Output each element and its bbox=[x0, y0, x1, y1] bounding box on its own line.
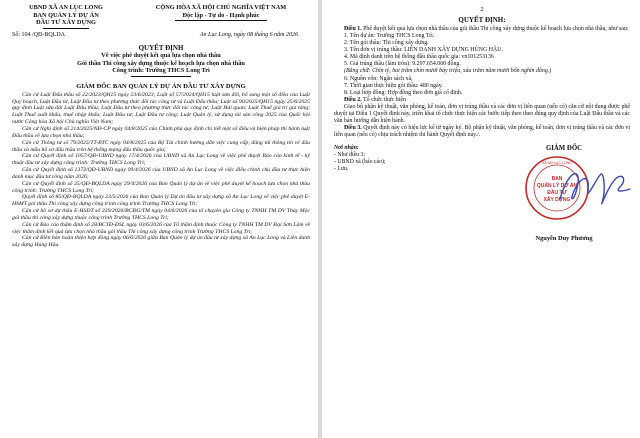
article-1-item: 5. Giá trúng thầu (làm tròn): 9.297.654.000 đồng. bbox=[344, 61, 461, 68]
recipients-title: Nơi nhận: bbox=[334, 144, 359, 151]
org-line-3: ĐẦU TƯ XÂY DỰNG bbox=[36, 19, 96, 27]
page-2 bbox=[322, 0, 640, 438]
svg-text:BAN: BAN bbox=[551, 175, 563, 182]
nation-line-1: CỘNG HÒA XÃ HỘI CHỦ NGHĨA VIỆT NAM bbox=[155, 4, 287, 11]
legal-basis-paragraph: Căn cứ Quyết định số 1373/QĐ-UBND ngày 09/4/2026 của UBND xã An Lục Long về việc điều chỉnh chủ đầu tư thực hiện danh mục đầu tư công năm 2026; bbox=[12, 167, 310, 180]
national-motto bbox=[132, 4, 310, 29]
signer-name: Nguyễn Duy Phương bbox=[535, 234, 593, 242]
signer bbox=[494, 144, 634, 242]
legal-basis-paragraph: Căn cứ Quyết định số 25/QĐ-BQLDA ngày 29/4/2026 của Ban Quản lý dự án về việc phê duyệt kế hoạch lựa chọn nhà thầu công trình: Trường THCS Long Trì; bbox=[12, 180, 310, 194]
issuer-heading: GIÁM ĐỐC BAN QUẢN LÝ DỰ ÁN ĐẦU TƯ XÂY DỰNG bbox=[76, 82, 246, 90]
recipient-item: - UBND xã (báo cáo); bbox=[334, 158, 386, 165]
subtitle-2: Gói thầu Thi công xây dựng thuộc kế hoạch lựa chọn nhà thầu bbox=[77, 59, 245, 67]
article-2-text: Tổ chức thực hiện bbox=[361, 96, 406, 103]
legal-basis-paragraph: Căn cứ Quyết định số 1057/QĐ-UBND ngày 17/4/2026 của UBND xã An Lục Long về việc phê duyệt Báo cáo kinh tế - kỹ thuật đầu tư xây dựng công trình: Trường THCS Long Trì; bbox=[12, 153, 310, 167]
legal-basis-paragraph: Căn cứ Biên bản hoàn thiện hợp đồng ngày 06/6/2026 giữa Ban Quản lý dự án đầu tư xây dựng xã An Lục Long và Liên danh xây dựng Hùng Hậu. bbox=[12, 235, 310, 249]
org-line-1: UBND XÃ AN LỤC LONG bbox=[29, 4, 103, 11]
article-1-item: 7. Thời gian thực hiện gói thầu: 480 ngày. bbox=[344, 82, 443, 89]
article-2 bbox=[334, 97, 630, 104]
subtitle-1: Về việc phê duyệt kết quả lựa chọn nhà thầu bbox=[101, 51, 221, 59]
article-3-label: Điều 3. bbox=[344, 124, 362, 131]
article-2-label: Điều 2. bbox=[344, 96, 362, 103]
signature-block bbox=[334, 145, 630, 265]
org-line-2: BAN QUẢN LÝ DỰ ÁN bbox=[33, 11, 99, 19]
number-date-row bbox=[12, 32, 310, 38]
recipient-item: - Như điều 3; bbox=[334, 151, 365, 158]
article-1-label: Điều 1. bbox=[344, 26, 362, 33]
org-underline bbox=[43, 28, 89, 29]
document-header bbox=[12, 4, 310, 29]
article-1-text: Phê duyệt kết quả lựa chọn nhà thầu của gói thầu Thi công xây dựng thuộc kế hoạch lựa chọn nhà thầu, như sau: bbox=[361, 26, 629, 33]
article-1-item: 1. Tên dự án: Trường THCS Long Trì. bbox=[344, 33, 435, 40]
article-1-item: 6. Nguồn vốn: Ngân sách xã, bbox=[344, 75, 413, 82]
subtitle-3: Công trình: Trường THCS Long Trì bbox=[112, 67, 210, 75]
svg-text:QUẢN LÝ DỰ ÁN: QUẢN LÝ DỰ ÁN bbox=[536, 182, 578, 189]
article-3 bbox=[334, 125, 630, 139]
article-1-item: 3. Tên đơn vị trúng thầu: LIÊN DANH XÂY DỰNG HÙNG HẬU. bbox=[344, 47, 504, 54]
legal-basis-paragraph: Căn cứ Báo cáo thẩm định số 28/BCTĐ-ĐSL ngày 03/6/2026 của Tổ thẩm định thuộc Công ty TNHH TM DV Đại Sơn Lâm về việc thẩm định kết quả lựa chọn nhà thầu gói thầu Thi công xây dựng công trình Trường THCS Long Trì; bbox=[12, 221, 310, 235]
document-date: An Lục Long, ngày 08 tháng 6 năm 2026 bbox=[199, 31, 298, 38]
legal-basis-paragraph: Căn cứ hồ sơ dự thầu E-HSDT số 239/2026/BCĐG/TM ngày 04/6/2026 của tổ chuyên gia Công ty TNHH TM DV Thủy Mộc gói thầu thi công xây dựng thuộc công trình Trường THCS Long Trì; bbox=[12, 208, 310, 221]
recipient-item: - Lưu. bbox=[334, 165, 349, 172]
motto-underline bbox=[175, 20, 267, 21]
title-underline bbox=[131, 76, 191, 77]
svg-text:XÃ AN LỤC LONG: XÃ AN LỤC LONG bbox=[542, 160, 572, 165]
page-1 bbox=[0, 0, 318, 438]
article-1-item: 8. Loại hợp đồng: Hợp đồng theo đơn giá cố định. bbox=[344, 89, 463, 96]
article-3-text: Quyết định này có hiệu lực kể từ ngày ký. Bộ phận kỹ thuật, văn phòng, kế toán, đơn vị trúng thầu và các đơn vị liên quan (nếu có) chịu trách nhiệm thi hành Quyết định này./. bbox=[334, 124, 630, 138]
legal-basis-paragraph: Căn cứ Thông tư số 79/2025/TT-BTC ngày 04/8/2025 của Bộ Tài chính hướng dẫn việc cung cấp, đăng tải thông tin về đấu thầu và mẫu hồ sơ đấu thầu trên hệ thống mạng đấu thầu quốc gia; bbox=[12, 139, 310, 153]
legal-basis-paragraph: Căn cứ Nghị định số 214/2025/NĐ-CP ngày 04/8/2025 của Chính phủ quy định chi tiết một số điều và biện pháp thi hành luật Đấu thầu về lựa chọn nhà thầu; bbox=[12, 125, 310, 139]
article-1-item: 4. Mã định danh trên hệ thống đấu thầu quốc gia: vn101253136 bbox=[344, 54, 494, 61]
svg-text:ĐẦU TƯ: ĐẦU TƯ bbox=[547, 189, 567, 196]
page-number: 2 bbox=[480, 6, 484, 13]
article-1-item: 2. Tên gói thầu: Thi công xây dựng. bbox=[344, 40, 429, 47]
svg-text:XÂY DỰNG: XÂY DỰNG bbox=[543, 196, 571, 203]
document-number: Số: 104 /QĐ-BQLDA bbox=[12, 31, 66, 38]
amount-in-words: (Bằng chữ: Chín tỷ, hai trăm chín mươi bảy triệu, sáu trăm năm mươi bốn nghìn đồng.) bbox=[344, 68, 552, 75]
legal-basis-paragraph: Quyết định số 85/QĐ-BQLDA ngày 23/5/2026 của Ban Quản lý Dự án đầu tư xây dựng xã An Lục Long về việc phê duyệt E-HSMT gói thầu Thi công xây dựng công trình công trình Trường THCS Long Trì; bbox=[12, 194, 310, 208]
document-title: QUYẾT ĐỊNH bbox=[138, 43, 184, 52]
signer-title: GIÁM ĐỐC bbox=[545, 144, 583, 152]
decision-heading: QUYẾT ĐỊNH: bbox=[458, 16, 506, 24]
nation-line-2: Độc lập - Tự do - Hạnh phúc bbox=[182, 11, 260, 19]
legal-basis-paragraph: Căn cứ Luật Đấu thầu số 22/2023/QH15 ngày 23/6/2023; Luật số 57/2024/QH15 luật sửa đổi, bổ sung một số điều của Luật Quy hoạch, Luật Đầu tư, Luật Đầu tư theo phương thức đối tác công tư và Luật Đấu thầu; Luật số 90/2025/QH15 ngày 25/6/2025 quy định Luật sửa đổi Luật Đấu thầu; Luật Đầu tư theo phương thức đối tác công tư; Luật Hải quan; Luật Thuế giá trị gia tăng; Luật Thuế xuất khẩu, thuế nhập khẩu; Luật Đầu tư; Luật Đầu tư công; Luật Quản lý, sử dụng tài sản công 2025 của Quốc hội nước Cộng hòa Xã hội Chủ nghĩa Việt Nam; bbox=[12, 91, 310, 126]
issuing-organization bbox=[12, 4, 120, 29]
recipients bbox=[334, 145, 386, 173]
article-1 bbox=[334, 26, 630, 33]
article-2-body: Giao bộ phận kỹ thuật, văn phòng, kế toán, đơn vị trúng thầu và các đơn vị liên quan (nếu có) căn cứ nội dung được phê duyệt tại Điều 1 Quyết định này, triển khai tổ chức thực hiện các bước tiếp theo theo đúng quy định của Luật Đấu thầu và các văn bản hướng dẫn hiện hành. bbox=[334, 103, 630, 124]
